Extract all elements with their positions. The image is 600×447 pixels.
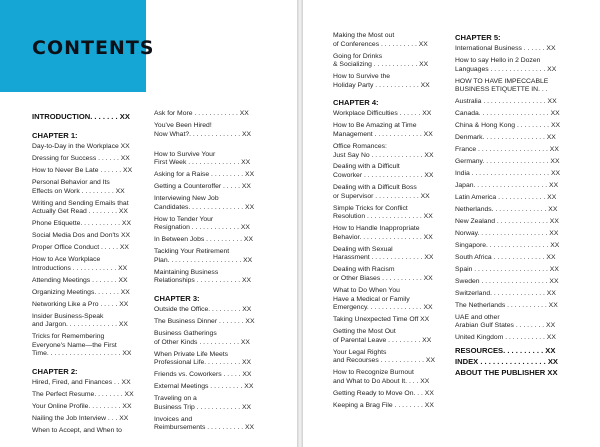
- toc-entry: Invoices and Reimbursements . . . . . . . . . . XX: [154, 415, 255, 432]
- toc-entry: Going for Drinks & Socializing . . . . . . . . . . . . XX: [333, 52, 429, 69]
- toc-entry: Dealing with a Difficult Coworker . . . . . . . . . . . . . . . . XX: [333, 163, 434, 180]
- contents-title: CONTENTS: [32, 37, 155, 59]
- toc-entry: Dressing for Success . . . . . . XX: [32, 154, 130, 162]
- toc-entry: Personal Behavior and Its Effects on Work . . . . . . . . . XX: [32, 178, 125, 195]
- toc-entry: Dealing with a Difficult Boss or Supervisor . . . . . . . . . . . . XX: [333, 184, 430, 200]
- toc-entry: Nailing the Job Interview . . . XX: [32, 414, 129, 422]
- toc-backmatter-entry: ABOUT THE PUBLISHER XX: [455, 368, 558, 378]
- toc-entry: Social Media Dos and Don'ts XX: [32, 232, 131, 240]
- toc-entry: Taking Unexpected Time Off XX: [333, 316, 430, 324]
- left-page: [0, 0, 297, 447]
- toc-entry: Maintaining Business Relationships . . . . . . . . . . . . XX: [154, 268, 252, 285]
- toc-entry: How to Recognize Burnout and What to Do About It. . . . XX: [333, 369, 430, 385]
- toc-entry: Japan. . . . . . . . . . . . . . . . . . . . XX: [455, 182, 559, 190]
- contents-banner: [0, 0, 155, 92]
- toc-entry: Canada. . . . . . . . . . . . . . . . . . . XX: [455, 110, 560, 118]
- chapter-heading: CHAPTER 4:: [333, 98, 379, 108]
- toc-entry: Attending Meetings . . . . . . . XX: [32, 276, 128, 284]
- toc-entry: Getting a Counteroffer . . . . . XX: [154, 183, 251, 191]
- toc-entry: Outside the Office. . . . . . . . . XX: [154, 306, 252, 314]
- toc-entry: What to Do When You Have a Medical or Family Emergency. . . . . . . . . . . . . . . XX: [333, 286, 433, 312]
- toc-entry: Workplace Difficulties . . . . . . XX: [333, 110, 432, 118]
- toc-entry: Spain . . . . . . . . . . . . . . . . . . . . XX: [455, 265, 559, 273]
- toc-entry: Your Legal Rights and Recourses . . . . . . . . . . . . XX: [333, 348, 435, 365]
- toc-entry: Asking for a Raise . . . . . . . . . XX: [154, 171, 255, 179]
- toc-entry: Latin America . . . . . . . . . . . . . XX: [455, 194, 557, 202]
- toc-entry: External Meetings . . . . . . . . . XX: [154, 383, 254, 391]
- toc-entry: Netherlands. . . . . . . . . . . . . . . XX: [455, 206, 558, 213]
- toc-entry: Proper Office Conduct . . . . . XX: [32, 244, 129, 252]
- toc-entry: How to Handle Inappropriate Behavior. . . . . . . . . . . . . . . . . XX: [333, 225, 433, 241]
- toc-entry: The Business Dinner . . . . . . . XX: [154, 318, 255, 325]
- toc-entry: France . . . . . . . . . . . . . . . . . . . XX: [455, 146, 559, 154]
- toc-entry: Writing and Sending Emails that Actually Get Read . . . . . . . . XX: [32, 199, 129, 216]
- toc-entry: Dealing with Racism or Other Biases . . . . . . . . . . . XX: [333, 266, 433, 282]
- toc-entry: How to Survive the Holiday Party . . . . . . . . . . . . XX: [333, 73, 430, 89]
- toc-entry: How to Survive Your First Week . . . . . . . . . . . . . . XX: [154, 150, 251, 167]
- toc-entry: Keeping a Brag File . . . . . . . . XX: [333, 401, 434, 409]
- toc-backmatter-entry: INDEX . . . . . . . . . . . . . . . . XX: [455, 357, 558, 367]
- chapter-heading: CHAPTER 3:: [154, 294, 200, 304]
- spacer: [154, 143, 266, 151]
- toc-entry: Day-to-Day in the Workplace XX: [32, 143, 130, 150]
- toc-column-left-2: [154, 110, 266, 436]
- toc-entry: Switzerland. . . . . . . . . . . . . . . XX: [455, 289, 556, 297]
- toc-entry: New Zealand . . . . . . . . . . . . . . XX: [455, 217, 559, 225]
- toc-entry: Singapore. . . . . . . . . . . . . . . . . XX: [455, 241, 560, 249]
- toc-entry: Traveling on a Business Trip . . . . . . . . . . . . XX: [154, 395, 252, 411]
- toc-entry: India . . . . . . . . . . . . . . . . . . . . . XX: [455, 170, 561, 178]
- toc-entry: You've Been Hired! Now What?. . . . . . . . . . . . . . XX: [154, 121, 252, 138]
- right-page: [303, 0, 600, 447]
- toc-column-left-1: [32, 112, 144, 439]
- toc-entry: Tricks for Remembering Everyone's Name—the First Time. . . . . . . . . . . . . . . . . . . . XX: [32, 333, 132, 358]
- toc-introduction: INTRODUCTION. . . . . . . XX: [32, 112, 130, 121]
- toc-entry: Your Online Profile. . . . . . . . . XX: [32, 402, 132, 410]
- toc-entry: South Africa . . . . . . . . . . . . . . XX: [455, 253, 556, 261]
- toc-column-right-1: [333, 32, 445, 414]
- toc-entry: Networking Like a Pro . . . . . XX: [32, 300, 129, 308]
- chapter-heading: CHAPTER 2:: [32, 366, 78, 376]
- toc-entry: Simple Tricks for Conflict Resolution . . . . . . . . . . . . . . . XX: [333, 204, 433, 221]
- toc-entry: Tackling Your Retirement Plan. . . . . . . . . . . . . . . . . . . . XX: [154, 248, 253, 264]
- toc-column-right-2: [455, 33, 567, 379]
- toc-entry: How to Never Be Late . . . . . . XX: [32, 166, 133, 174]
- toc-entry: Interviewing New Job Candidates. . . . . . . . . . . . . . . XX: [154, 195, 255, 211]
- toc-entry: UAE and other Arabian Gulf States . . . . . . . . XX: [455, 313, 556, 330]
- toc-entry: Norway. . . . . . . . . . . . . . . . . . . XX: [455, 229, 559, 237]
- toc-entry: Ask for More . . . . . . . . . . . . XX: [154, 110, 249, 117]
- toc-entry: HOW TO HAVE IMPECCABLE BUSINESS ETIQUETTE IN. . .: [455, 77, 549, 94]
- toc-entry: The Perfect Resume. . . . . . . . XX: [32, 390, 134, 398]
- toc-entry: How to Be Amazing at Time Management . . . . . . . . . . . . . XX: [333, 122, 433, 138]
- toc-entry: Friends vs. Coworkers . . . . . XX: [154, 371, 252, 379]
- toc-entry: China & Hong Kong . . . . . . . . . XX: [455, 122, 561, 130]
- toc-entry: Germany. . . . . . . . . . . . . . . . . . XX: [455, 158, 560, 166]
- toc-entry: Getting Ready to Move On. . . XX: [333, 389, 434, 397]
- toc-entry: Organizing Meetings. . . . . . . XX: [32, 288, 130, 296]
- toc-entry: Insider Business-Speak and Jargon. . . . . . . . . . . . . . XX: [32, 312, 128, 329]
- toc-entry: United Kingdom . . . . . . . . . . . XX: [455, 334, 556, 342]
- toc-entry: Denmark. . . . . . . . . . . . . . . . . XX: [455, 134, 556, 142]
- toc-entry: Getting the Most Out of Parental Leave . . . . . . . . . XX: [333, 328, 432, 344]
- toc-entry: In Between Jobs . . . . . . . . . . XX: [154, 236, 253, 244]
- toc-entry: How to Ace Workplace Introductions . . . . . . . . . . . . XX: [32, 256, 128, 272]
- toc-entry: Australia . . . . . . . . . . . . . . . . . XX: [455, 98, 557, 106]
- toc-entry: How to say Hello in 2 Dozen Languages . . . . . . . . . . . . . . . XX: [455, 56, 557, 73]
- toc-backmatter-entry: RESOURCES. . . . . . . . . . XX: [455, 346, 556, 356]
- toc-entry: Sweden . . . . . . . . . . . . . . . . . . XX: [455, 277, 559, 285]
- toc-entry: Office Romances: Just Say No . . . . . . . . . . . . . . XX: [333, 142, 434, 159]
- toc-entry: Dealing with Sexual Harassment . . . . . . . . . . . . . . XX: [333, 245, 434, 262]
- toc-entry: When Private Life Meets Professional Life. . . . . . . . . . XX: [154, 350, 252, 367]
- chapter-heading: CHAPTER 5:: [455, 33, 501, 42]
- toc-entry: When to Accept, and When to: [32, 426, 122, 434]
- toc-entry: Hired, Fired, and Finances . . XX: [32, 378, 131, 386]
- toc-entry: International Business . . . . . . XX: [455, 45, 556, 52]
- chapter-heading: CHAPTER 1:: [32, 131, 78, 140]
- toc-entry: Business Gatherings of Other Kinds . . . . . . . . . . . XX: [154, 329, 250, 346]
- toc-entry: Phone Etiquette. . . . . . . . . . . XX: [32, 220, 131, 228]
- toc-entry: Making the Most out of Conferences . . . . . . . . . . XX: [333, 32, 428, 48]
- toc-entry: The Netherlands . . . . . . . . . . . XX: [455, 301, 558, 309]
- toc-entry: How to Tender Your Resignation . . . . . . . . . . . . . XX: [154, 215, 250, 232]
